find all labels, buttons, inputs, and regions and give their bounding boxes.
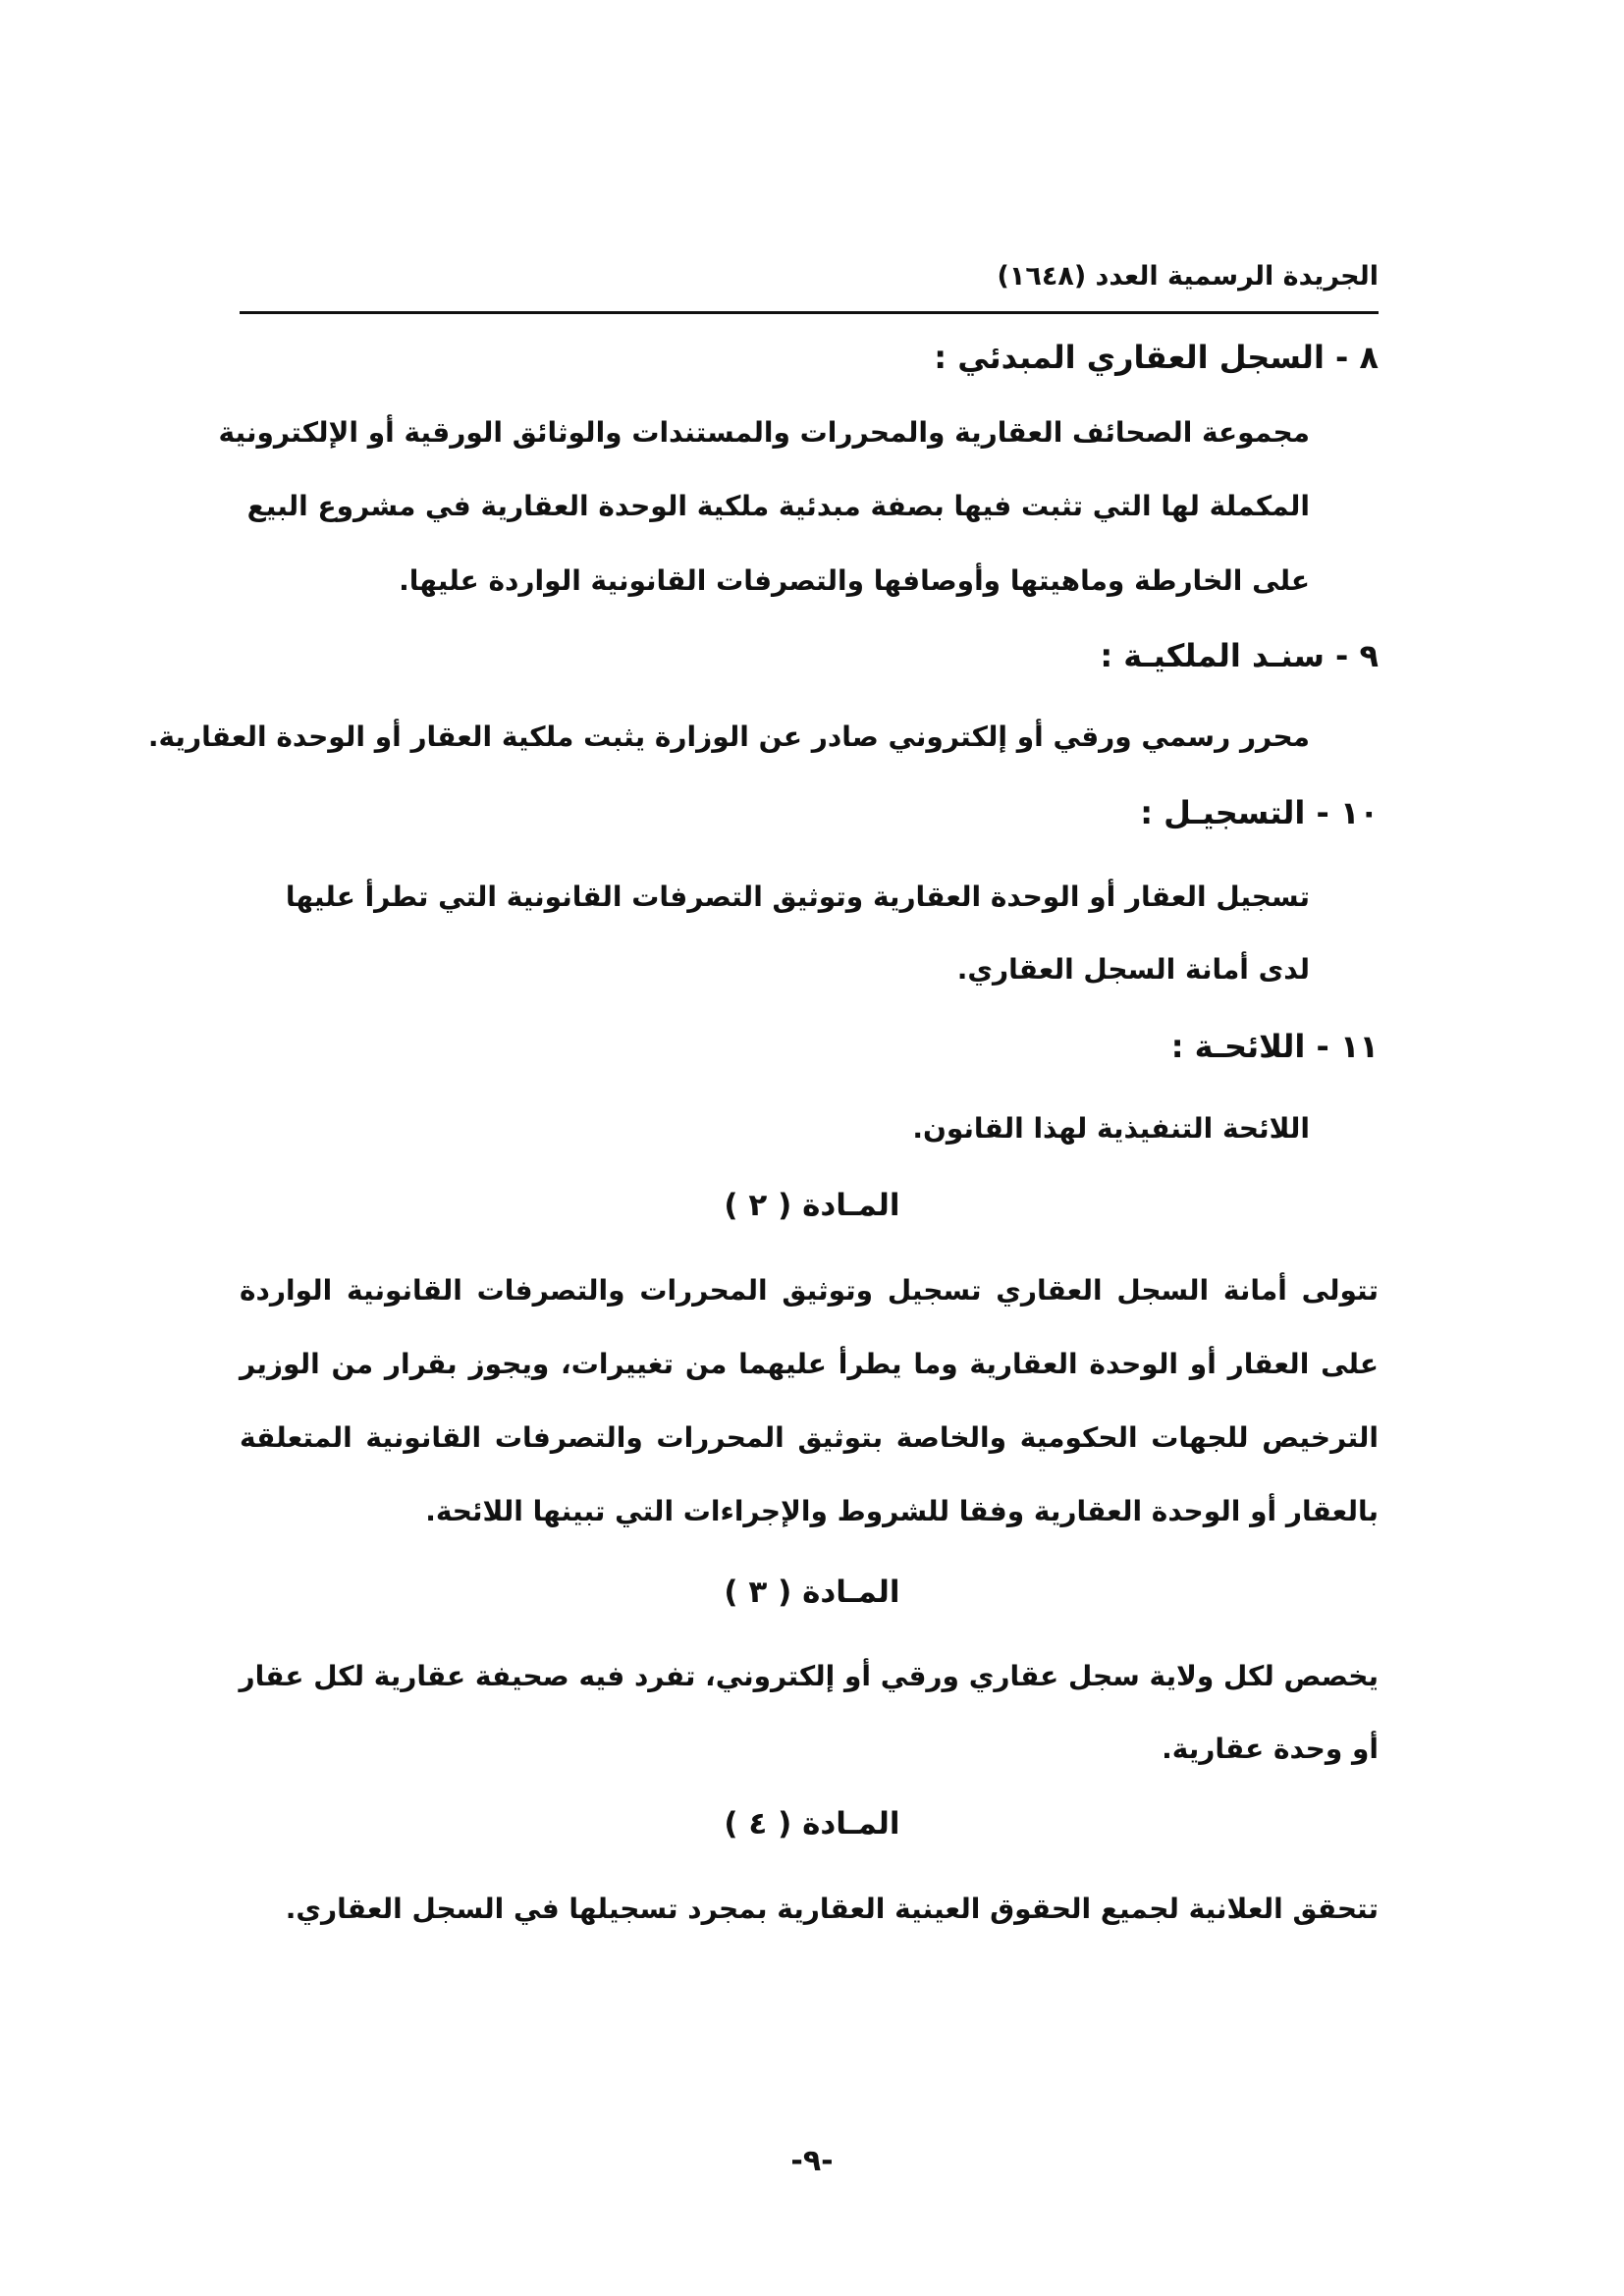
definition-10-line-1: تسجيل العقار أو الوحدة العقارية وتوثيق التصرفات القانونية التي تطرأ عليها <box>285 881 1310 913</box>
definition-heading-8: ٨ - السجل العقاري المبدئي : <box>934 339 1379 376</box>
definition-heading-10: ١٠ - التسجيـل : <box>1140 794 1379 831</box>
article-2-line-4: بالعقار أو الوحدة العقارية وفقا للشروط والإجراءات التي تبينها اللائحة. <box>425 1495 1379 1527</box>
definition-heading-11: ١١ - اللائحـة : <box>1170 1028 1379 1065</box>
article-2-line-3: الترخيص للجهات الحكومية والخاصة بتوثيق المحررات والتصرفات القانونية المتعلقة <box>240 1421 1379 1454</box>
article-3-line-1: يخصص لكل ولاية سجل عقاري ورقي أو إلكتروني، تفرد فيه صحيفة عقارية لكل عقار <box>239 1660 1379 1692</box>
page-number: -٩- <box>790 2144 834 2178</box>
header-divider <box>240 311 1379 314</box>
definition-8-line-3: على الخارطة وماهيتها وأوصافها والتصرفات القانونية الواردة عليها. <box>399 564 1310 597</box>
definition-8-line-2: المكملة لها التي تثبت فيها بصفة مبدئية ملكية الوحدة العقارية في مشروع البيع <box>246 490 1310 522</box>
definition-11-line-1: اللائحة التنفيذية لهذا القانون. <box>912 1112 1310 1145</box>
article-2-title: المـادة ( ٢ ) <box>724 1188 900 1223</box>
definition-heading-9: ٩ - سنـد الملكيـة : <box>1100 637 1379 674</box>
definition-10-line-2: لدى أمانة السجل العقاري. <box>956 953 1310 986</box>
article-2-line-1: تتولى أمانة السجل العقاري تسجيل وتوثيق المحررات والتصرفات القانونية الواردة <box>240 1274 1379 1307</box>
definition-8-line-1: مجموعة الصحائف العقارية والمحررات والمستندات والوثائق الورقية أو الإلكترونية <box>218 416 1310 449</box>
definition-9-line-1: محرر رسمي ورقي أو إلكتروني صادر عن الوزارة يثبت ملكية العقار أو الوحدة العقارية. <box>147 721 1310 753</box>
article-3-line-2: أو وحدة عقارية. <box>1162 1733 1379 1765</box>
article-4-line-1: تتحقق العلانية لجميع الحقوق العينية العقارية بمجرد تسجيلها في السجل العقاري. <box>285 1893 1379 1925</box>
gazette-title: الجريدة الرسمية العدد (١٦٤٨) <box>997 261 1379 292</box>
page-header <box>240 257 1379 316</box>
article-2-line-2: على العقار أو الوحدة العقارية وما يطرأ عليهما من تغييرات، ويجوز بقرار من الوزير <box>240 1348 1379 1380</box>
article-3-title: المـادة ( ٣ ) <box>724 1575 900 1610</box>
article-4-title: المـادة ( ٤ ) <box>724 1806 900 1842</box>
